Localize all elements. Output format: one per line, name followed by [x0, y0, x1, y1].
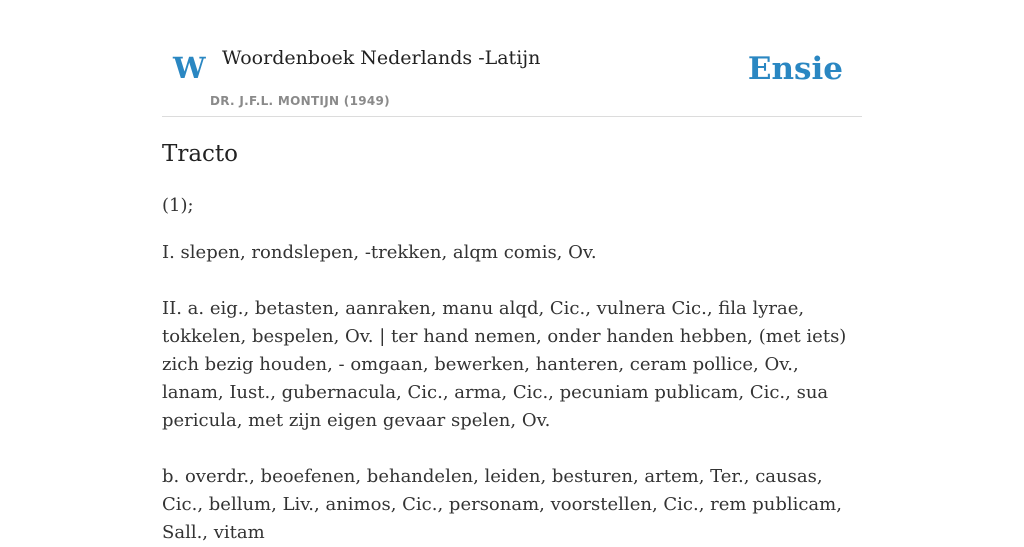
dictionary-title[interactable]: Woordenboek Nederlands -Latijn [222, 47, 541, 69]
dictionary-logo[interactable]: W [173, 51, 206, 85]
entry-paragraph-sense-2a: II. a. eig., betasten, aanraken, manu alqd, Cic., vulnera Cic., fila lyrae, tokkelen, bespelen, Ov. | ter hand nemen, onder handen hebben, (met iets) zich bezig houden, - omgaan, bewerken, hanteren, ceram pollice, Ov., lanam, Iust., gubernacula, Cic., arma, Cic., pecuniam publicam, Cic., sua pericula, met zijn eigen gevaar spelen, Ov. [162, 298, 847, 431]
dictionary-author: DR. J.F.L. MONTIJN (1949) [210, 94, 390, 108]
ensie-logo[interactable]: Ensie [747, 51, 843, 87]
entry-paragraph-sense-1: I. slepen, rondslepen, -trekken, alqm comis, Ov. [162, 242, 597, 263]
header [162, 0, 862, 117]
entry-title: Tracto [162, 141, 239, 167]
entry-paragraph-sense-2b: b. overdr., beoefenen, behandelen, leiden, besturen, artem, Ter., causas, Cic., bellum, Liv., animos, Cic., personam, voorstellen, Cic., rem publicam, Sall., vitam [162, 466, 842, 543]
entry-paragraph-number: (1); [162, 195, 194, 216]
